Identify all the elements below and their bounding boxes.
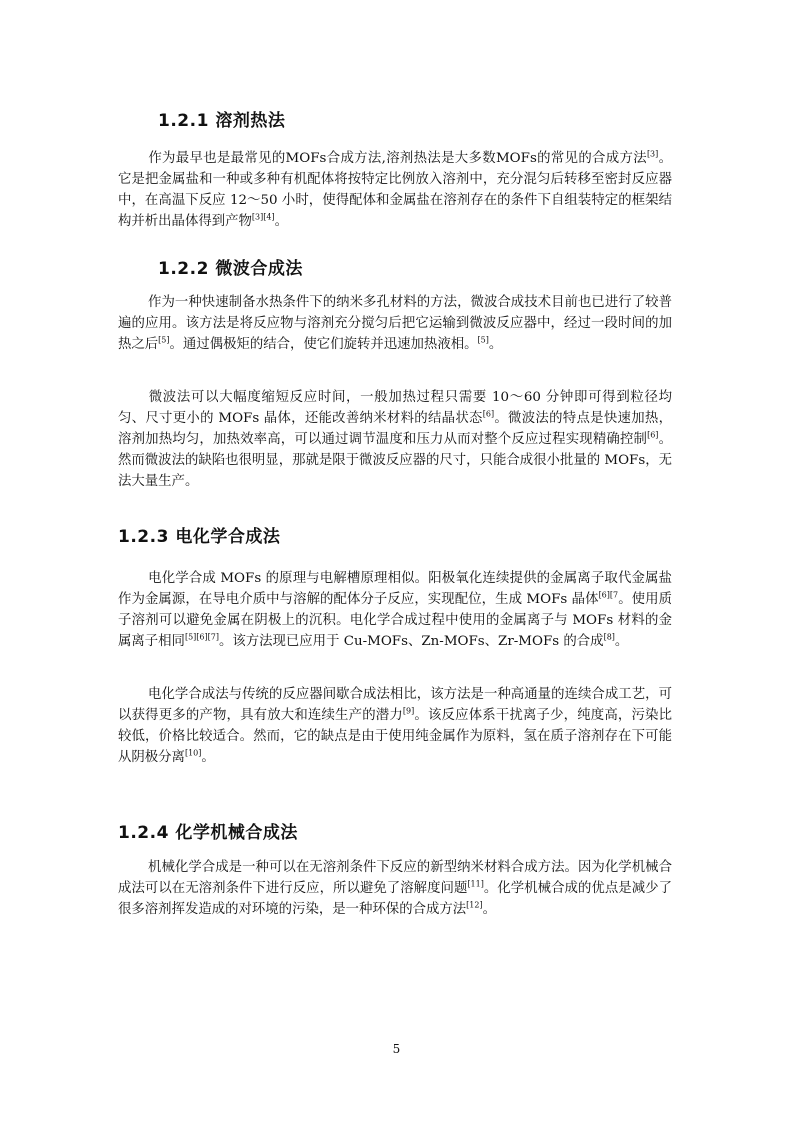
citation-superscript: [5][6][7]: [184, 632, 219, 642]
text-run: 。该反应体系干扰离子少，纯度高，污染比较低，价格比较适合。然而，它的缺点是由于使用纯金属作为原料，氢在质子溶剂存在下可能从阴极分离: [118, 708, 673, 765]
paragraph: [118, 684, 672, 768]
text-run: 。: [614, 634, 629, 649]
paragraph: [118, 292, 672, 355]
text-run: 。然而微波法的缺陷也很明显，那就是限于微波反应器的尺寸，只能合成很小批量的 MOFs，无法大量生产。: [118, 432, 673, 489]
paragraph: [118, 148, 672, 232]
citation-superscript: [9]: [402, 706, 415, 716]
citation-superscript: [6]: [482, 409, 495, 419]
citation-superscript: [3]: [646, 149, 659, 159]
citation-superscript: [5]: [158, 335, 170, 345]
citation-superscript: [12]: [466, 900, 483, 910]
text-run: 。它是把金属盐和一种或多种有机配体将按特定比例放入溶剂中，充分混匀后转移至密封反应器中，在高温下反应 12～50 小时，使得配体和金属盐在溶剂存在的条件下自组装特定的框架结构并析出晶体得到产物: [118, 151, 673, 229]
text-run: 微波法可以大幅度缩短反应时间，一般加热过程只需要 10～60 分钟即可得到粒径均匀、尺寸更小的 MOFs 晶体，还能改善纳米材料的结晶状态: [118, 390, 672, 426]
section-heading-1-2-2: 1.2.2 微波合成法: [158, 259, 303, 279]
citation-superscript: [11]: [467, 879, 484, 889]
text-run: 。该方法现已应用于 Cu-MOFs、Zn-MOFs、Zr-MOFs 的合成: [218, 634, 604, 649]
text-run: 作为最早也是最常见的MOFs合成方法,溶剂热法是大多数MOFs的常见的合成方法: [148, 151, 647, 166]
section-heading-1-2-4: 1.2.4 化学机械合成法: [118, 823, 298, 843]
paragraph: [118, 387, 672, 492]
section-heading-1-2-1: 1.2.1 溶剂热法: [158, 111, 286, 131]
section-heading-1-2-3: 1.2.3 电化学合成法: [118, 527, 281, 547]
text-run: 。: [482, 902, 496, 917]
text-run: 电化学合成 MOFs 的原理与电解槽原理相似。阳极氧化连续提供的金属离子取代金属盐作为金属源，在导电介质中与溶解的配体分子反应，实现配位，生成 MOFs 晶体: [118, 571, 672, 607]
citation-superscript: [5]: [477, 335, 489, 345]
citation-superscript: [3][4]: [251, 212, 275, 222]
text-run: 。使用质子溶剂可以避免金属在阴极上的沉积。电化学合成过程中使用的金属离子与 MOFs 材料的金属离子相同: [118, 592, 672, 649]
text-run: 。: [201, 750, 215, 765]
text-run: 机械化学合成是一种可以在无溶剂条件下反应的新型纳米材料合成方法。因为化学机械合成法可以在无溶剂条件下进行反应，所以避免了溶解度问题: [118, 860, 672, 896]
text-run: 作为一种快速制备水热条件下的纳米多孔材料的方法，微波合成技术目前也已进行了较普遍的应用。该方法是将反应物与溶剂充分搅匀后把它运输到微波反应器中，经过一段时间的加热之后: [118, 295, 672, 352]
citation-superscript: [8]: [603, 632, 615, 642]
page-number: 5: [392, 1042, 401, 1056]
citation-superscript: [6][7: [598, 590, 619, 600]
citation-superscript: [6]: [647, 430, 659, 440]
paragraph: [118, 857, 672, 920]
text-run: 。: [488, 337, 503, 352]
text-run: 。微波法的特点是快速加热，溶剂加热均匀，加热效率高，可以通过调节温度和压力从而对整个反应过程实现精确控制: [118, 411, 672, 447]
text-run: 电化学合成法与传统的反应器间歇合成法相比，该方法是一种高通量的连续合成工艺，可以获得更多的产物，具有放大和连续生产的潜力: [118, 687, 672, 723]
paragraph: [118, 568, 672, 652]
text-run: 。: [274, 214, 288, 229]
text-run: 。化学机械合成的优点是减少了很多溶剂挥发造成的对环境的污染，是一种环保的合成方法: [118, 881, 673, 917]
text-run: 。通过偶极矩的结合，使它们旋转并迅速加热液相。: [169, 337, 478, 352]
citation-superscript: [10]: [184, 748, 202, 758]
